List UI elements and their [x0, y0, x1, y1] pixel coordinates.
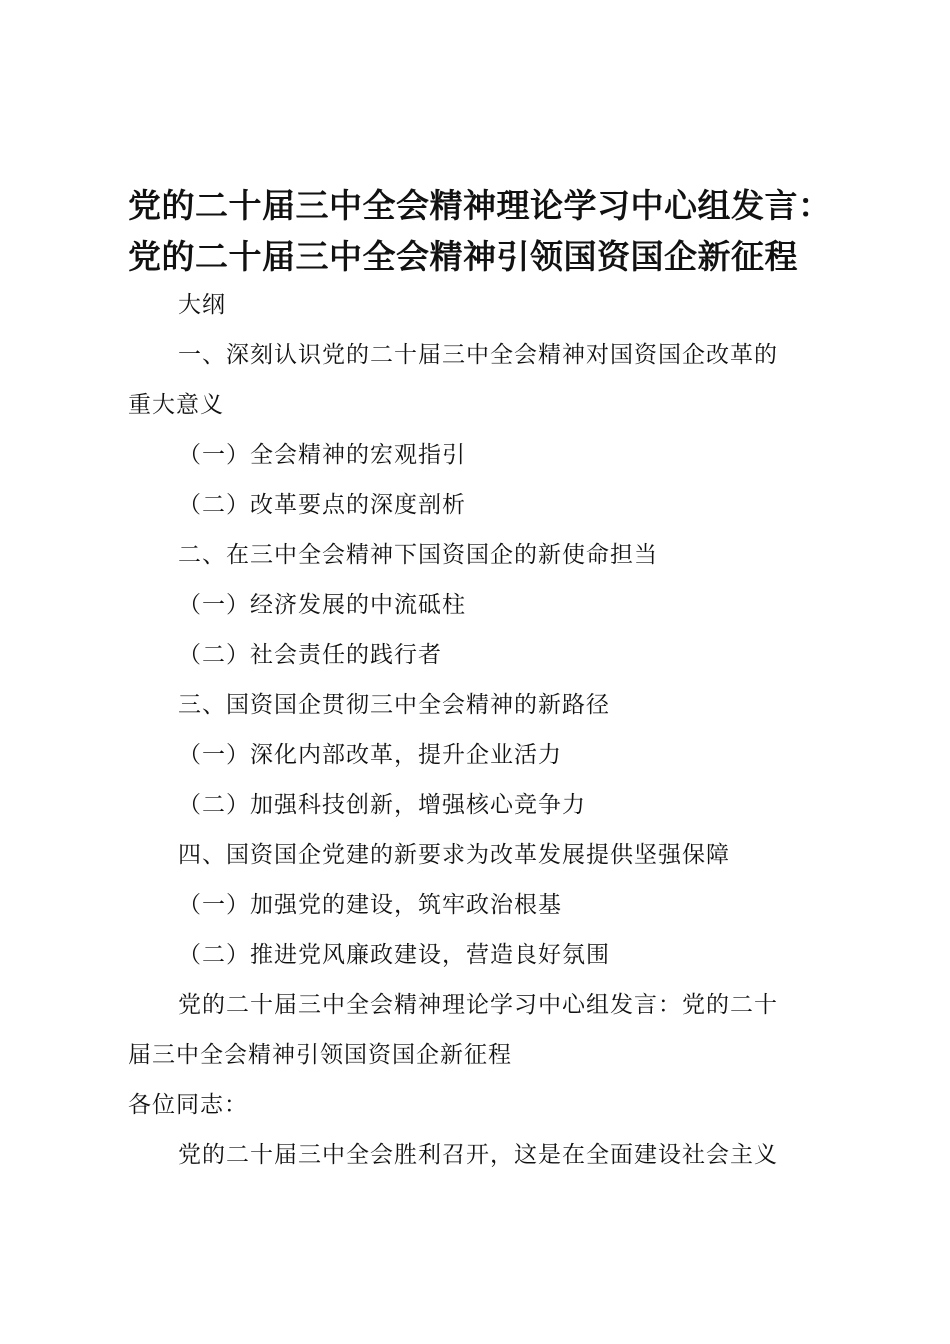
document-title	[128, 180, 888, 282]
section-1-item-1: （一）全会精神的宏观指引	[178, 442, 466, 468]
section-4-item-2: （二）推进党风廉政建设，营造良好氛围	[178, 942, 610, 968]
section-2-item-2: （二）社会责任的践行者	[178, 642, 442, 668]
section-3-heading: 三、国资国企贯彻三中全会精神的新路径	[178, 692, 610, 718]
repeat-title-line-2: 届三中全会精神引领国资国企新征程	[128, 1042, 512, 1068]
section-1-heading-line-1: 一、深刻认识党的二十届三中全会精神对国资国企改革的	[178, 342, 778, 368]
document-body	[128, 280, 848, 1180]
section-4-heading: 四、国资国企党建的新要求为改革发展提供坚强保障	[178, 842, 730, 868]
section-4-item-1: （一）加强党的建设，筑牢政治根基	[178, 892, 562, 918]
section-2-item-1: （一）经济发展的中流砥柱	[178, 592, 466, 618]
section-1-item-2: （二）改革要点的深度剖析	[178, 492, 466, 518]
paragraph-1-line-1: 党的二十届三中全会胜利召开，这是在全面建设社会主义	[178, 1142, 778, 1168]
section-2-heading: 二、在三中全会精神下国资国企的新使命担当	[178, 542, 658, 568]
title-line-2: 党的二十届三中全会精神引领国资国企新征程	[128, 237, 798, 276]
section-1-heading-line-2: 重大意义	[128, 392, 224, 418]
salutation: 各位同志：	[128, 1092, 248, 1118]
outline-heading: 大纲	[178, 292, 226, 318]
section-3-item-1: （一）深化内部改革，提升企业活力	[178, 742, 562, 768]
repeat-title-line-1: 党的二十届三中全会精神理论学习中心组发言：党的二十	[178, 992, 778, 1018]
section-3-item-2: （二）加强科技创新，增强核心竞争力	[178, 792, 586, 818]
title-line-1: 党的二十届三中全会精神理论学习中心组发言：	[128, 186, 832, 225]
